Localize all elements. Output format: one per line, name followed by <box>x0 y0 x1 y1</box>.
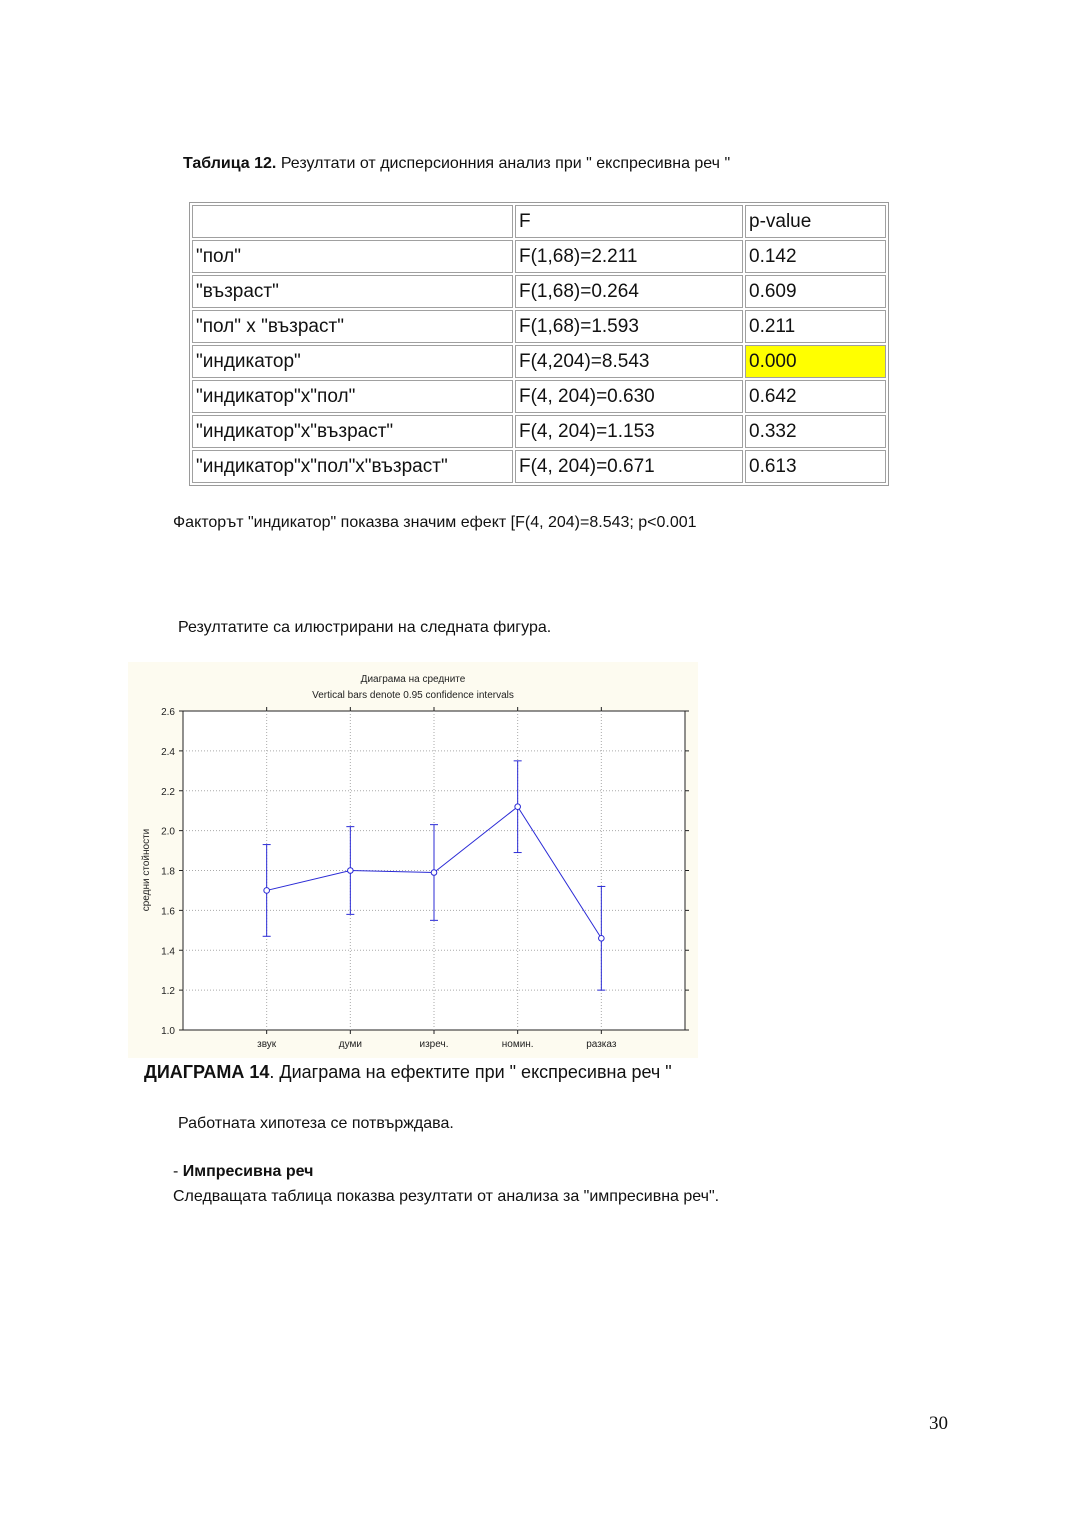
impressive-title: Импресивна реч <box>182 1163 314 1180</box>
pvalue-cell: 0.613 <box>745 450 886 483</box>
table-row <box>192 415 886 448</box>
chart-title: Диаграма на средните <box>360 674 466 685</box>
y-tick-label: 2.6 <box>161 707 175 718</box>
chart-subtitle: Vertical bars denote 0.95 confidence intervals <box>312 690 514 701</box>
header-cell-f: F <box>515 205 743 238</box>
factor-cell: "индикатор" <box>192 345 513 378</box>
table-caption-label: Таблица 12. <box>183 155 277 172</box>
factor-cell: "индикатор"x"пол"x"възраст" <box>192 450 513 483</box>
table-row <box>192 345 886 378</box>
factor-paragraph: Факторът "индикатор" показва значим ефект [F(4, 204)=8.543; p<0.001 <box>173 514 697 531</box>
pvalue-cell: 0.642 <box>745 380 886 413</box>
f-cell: F(1,68)=0.264 <box>515 275 743 308</box>
table-row <box>192 380 886 413</box>
impressive-heading <box>173 1163 313 1181</box>
table-caption-text: Резултати от дисперсионния анализ при " експресивна реч " <box>276 155 731 172</box>
data-point <box>515 804 521 810</box>
factor-cell: "пол" <box>192 240 513 273</box>
hypothesis-paragraph: Работната хипотеза се потвърждава. <box>178 1115 454 1132</box>
table-row <box>192 450 886 483</box>
x-tick-label: разказ <box>586 1039 617 1050</box>
f-cell: F(1,68)=2.211 <box>515 240 743 273</box>
table-row <box>192 310 886 343</box>
y-tick-label: 1.6 <box>161 906 175 918</box>
results-table <box>189 202 889 486</box>
data-point <box>431 870 437 876</box>
factor-cell: "индикатор"x"възраст" <box>192 415 513 448</box>
page-number: 30 <box>929 1413 948 1434</box>
factor-cell: "пол" х "възраст" <box>192 310 513 343</box>
pvalue-cell-highlighted: 0.000 <box>745 345 886 378</box>
pvalue-cell: 0.332 <box>745 415 886 448</box>
y-tick-label: 1.0 <box>161 1026 175 1037</box>
data-point <box>599 935 605 941</box>
f-cell: F(1,68)=1.593 <box>515 310 743 343</box>
x-tick-label: думи <box>338 1039 362 1050</box>
diagram-caption <box>144 1062 672 1083</box>
table-row <box>192 275 886 308</box>
f-cell: F(4,204)=8.543 <box>515 345 743 378</box>
y-axis-label: средни стойности <box>141 828 152 912</box>
x-tick-label: номин. <box>501 1039 534 1050</box>
pvalue-cell: 0.609 <box>745 275 886 308</box>
header-cell-pvalue: p-value <box>745 205 886 238</box>
header-cell-factor <box>192 205 513 238</box>
y-tick-label: 1.8 <box>161 866 175 878</box>
factor-cell: "възраст" <box>192 275 513 308</box>
x-tick-label: звук <box>257 1039 277 1050</box>
means-chart <box>128 662 698 1058</box>
factor-cell: "индикатор"x"пол" <box>192 380 513 413</box>
impressive-prefix: - <box>173 1163 183 1180</box>
y-tick-label: 2.0 <box>161 826 175 838</box>
y-tick-label: 1.4 <box>161 946 175 958</box>
pvalue-cell: 0.211 <box>745 310 886 343</box>
y-tick-label: 2.4 <box>161 746 175 758</box>
f-cell: F(4, 204)=1.153 <box>515 415 743 448</box>
next-paragraph: Следващата таблица показва резултати от анализа за "импресивна реч". <box>173 1188 720 1205</box>
means-chart-svg <box>128 662 698 1058</box>
pvalue-cell: 0.142 <box>745 240 886 273</box>
data-point <box>264 888 270 894</box>
table-caption <box>183 155 730 173</box>
diagram-caption-label: ДИАГРАМА 14 <box>144 1062 270 1082</box>
x-tick-label: изреч. <box>419 1039 449 1050</box>
results-paragraph: Резултатите са илюстрирани на следната фигура. <box>178 619 552 636</box>
y-tick-label: 1.2 <box>161 986 175 998</box>
f-cell: F(4, 204)=0.630 <box>515 380 743 413</box>
data-point <box>348 868 354 874</box>
diagram-caption-text: . Диаграма на ефектите при " експресивна реч " <box>269 1062 672 1082</box>
table-header-row <box>192 205 886 238</box>
table-row <box>192 240 886 273</box>
f-cell: F(4, 204)=0.671 <box>515 450 743 483</box>
y-tick-label: 2.2 <box>161 786 175 798</box>
